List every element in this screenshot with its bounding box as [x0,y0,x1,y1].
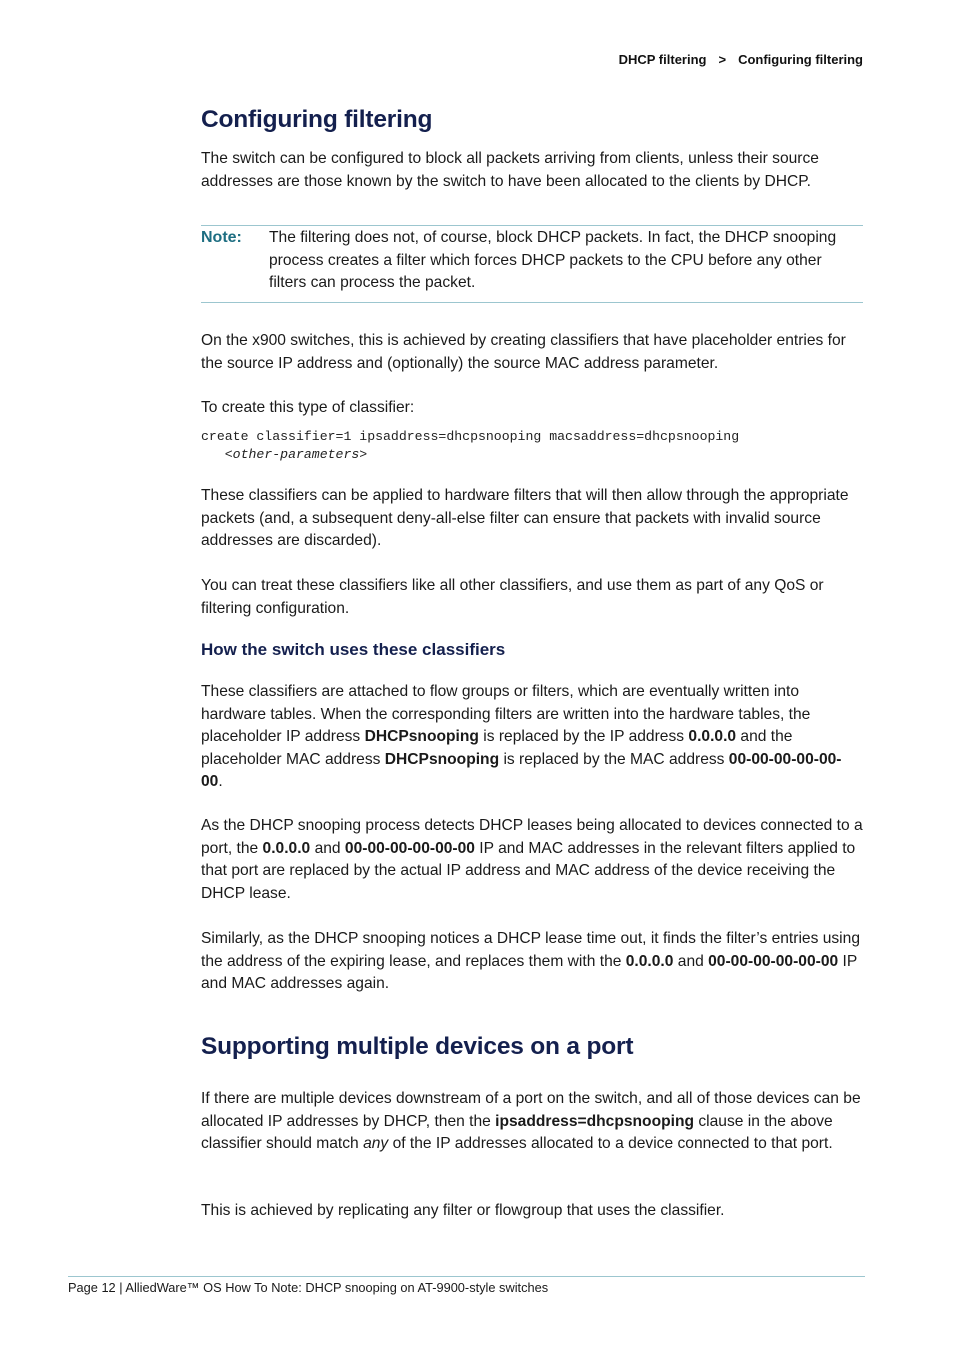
footer-divider [68,1276,865,1277]
note-box [201,225,863,303]
breadcrumb-separator: > [718,52,727,67]
attach-paragraph: These classifiers are attached to flow groups or filters, which are eventually written into hardware tables. When the corresponding filters are written into the hardware tables, the placeholder IP address DHCPsnooping is replaced by the IP address 0.0.0.0 and the placeholder MAC address DHCPsnooping is replaced by the MAC address 00-00-00-00-00-00. [201,683,842,790]
page-footer: Page 12 | AlliedWare™ OS How To Note: DHCP snooping on AT-9900-style switches [68,1280,549,1295]
breadcrumb-page: Configuring filtering [738,52,863,67]
code-line-2-param: other-parameters [232,447,360,462]
x900-paragraph: On the x900 switches, this is achieved by creating classifiers that have placeholder entries for the source IP address and (optionally) the source MAC address parameter. [201,332,846,372]
note-label: Note: [201,229,242,246]
replicating-paragraph: This is achieved by replicating any filter or flowgroup that uses the classifier. [201,1202,725,1219]
multiple-devices-paragraph: If there are multiple devices downstream of a port on the switch, and all of those devices can be allocated IP addresses by DHCP, then the ipsaddress=dhcpsnooping clause in the above classifier should match any of the IP addresses allocated to a device connected to that port. [201,1090,861,1152]
hardware-filters-paragraph: These classifiers can be applied to hardware filters that will then allow through the appropriate packets (and, a subsequent deny-all-else filter can ensure that packets with invalid source addresses are discarded). [201,487,849,549]
code-line-2-open: < [224,447,233,462]
code-line-1: create classifier=1 ipsaddress=dhcpsnooping macsaddress=dhcpsnooping [201,429,740,444]
intro-paragraph: The switch can be configured to block all packets arriving from clients, unless their source addresses are those known by the switch to have been allocated to the clients by DHCP. [201,150,819,190]
breadcrumb-section: DHCP filtering [618,52,707,67]
subsection-title: How the switch uses these classifiers [201,640,506,659]
section-title-multiple-devices: Supporting multiple devices on a port [201,1033,634,1060]
snooping-detects-paragraph: As the DHCP snooping process detects DHCP leases being allocated to devices connected to a port, the 0.0.0.0 and 00-00-00-00-00-00 IP and MAC addresses in the relevant filters applied to that port are replaced by the actual IP address and MAC address of the device receiving the DHCP lease. [201,817,863,902]
create-classifier-paragraph: To create this type of classifier: [201,399,415,416]
breadcrumb [619,52,863,67]
code-block [201,428,739,464]
section-title-configuring-filtering: Configuring filtering [201,106,433,133]
treat-classifiers-paragraph: You can treat these classifiers like all other classifiers, and use them as part of any QoS or filtering configuration. [201,577,824,617]
note-text: The filtering does not, of course, block DHCP packets. In fact, the DHCP snooping process creates a filter which forces DHCP packets to the CPU before any other filters can process the packet. [269,229,837,291]
code-line-2-close: > [359,447,368,462]
lease-timeout-paragraph: Similarly, as the DHCP snooping notices a DHCP lease time out, it finds the filter’s entries using the address of the expiring lease, and replaces them with the 0.0.0.0 and 00-00-00-00-00-00 IP and MAC addresses again. [201,930,860,992]
